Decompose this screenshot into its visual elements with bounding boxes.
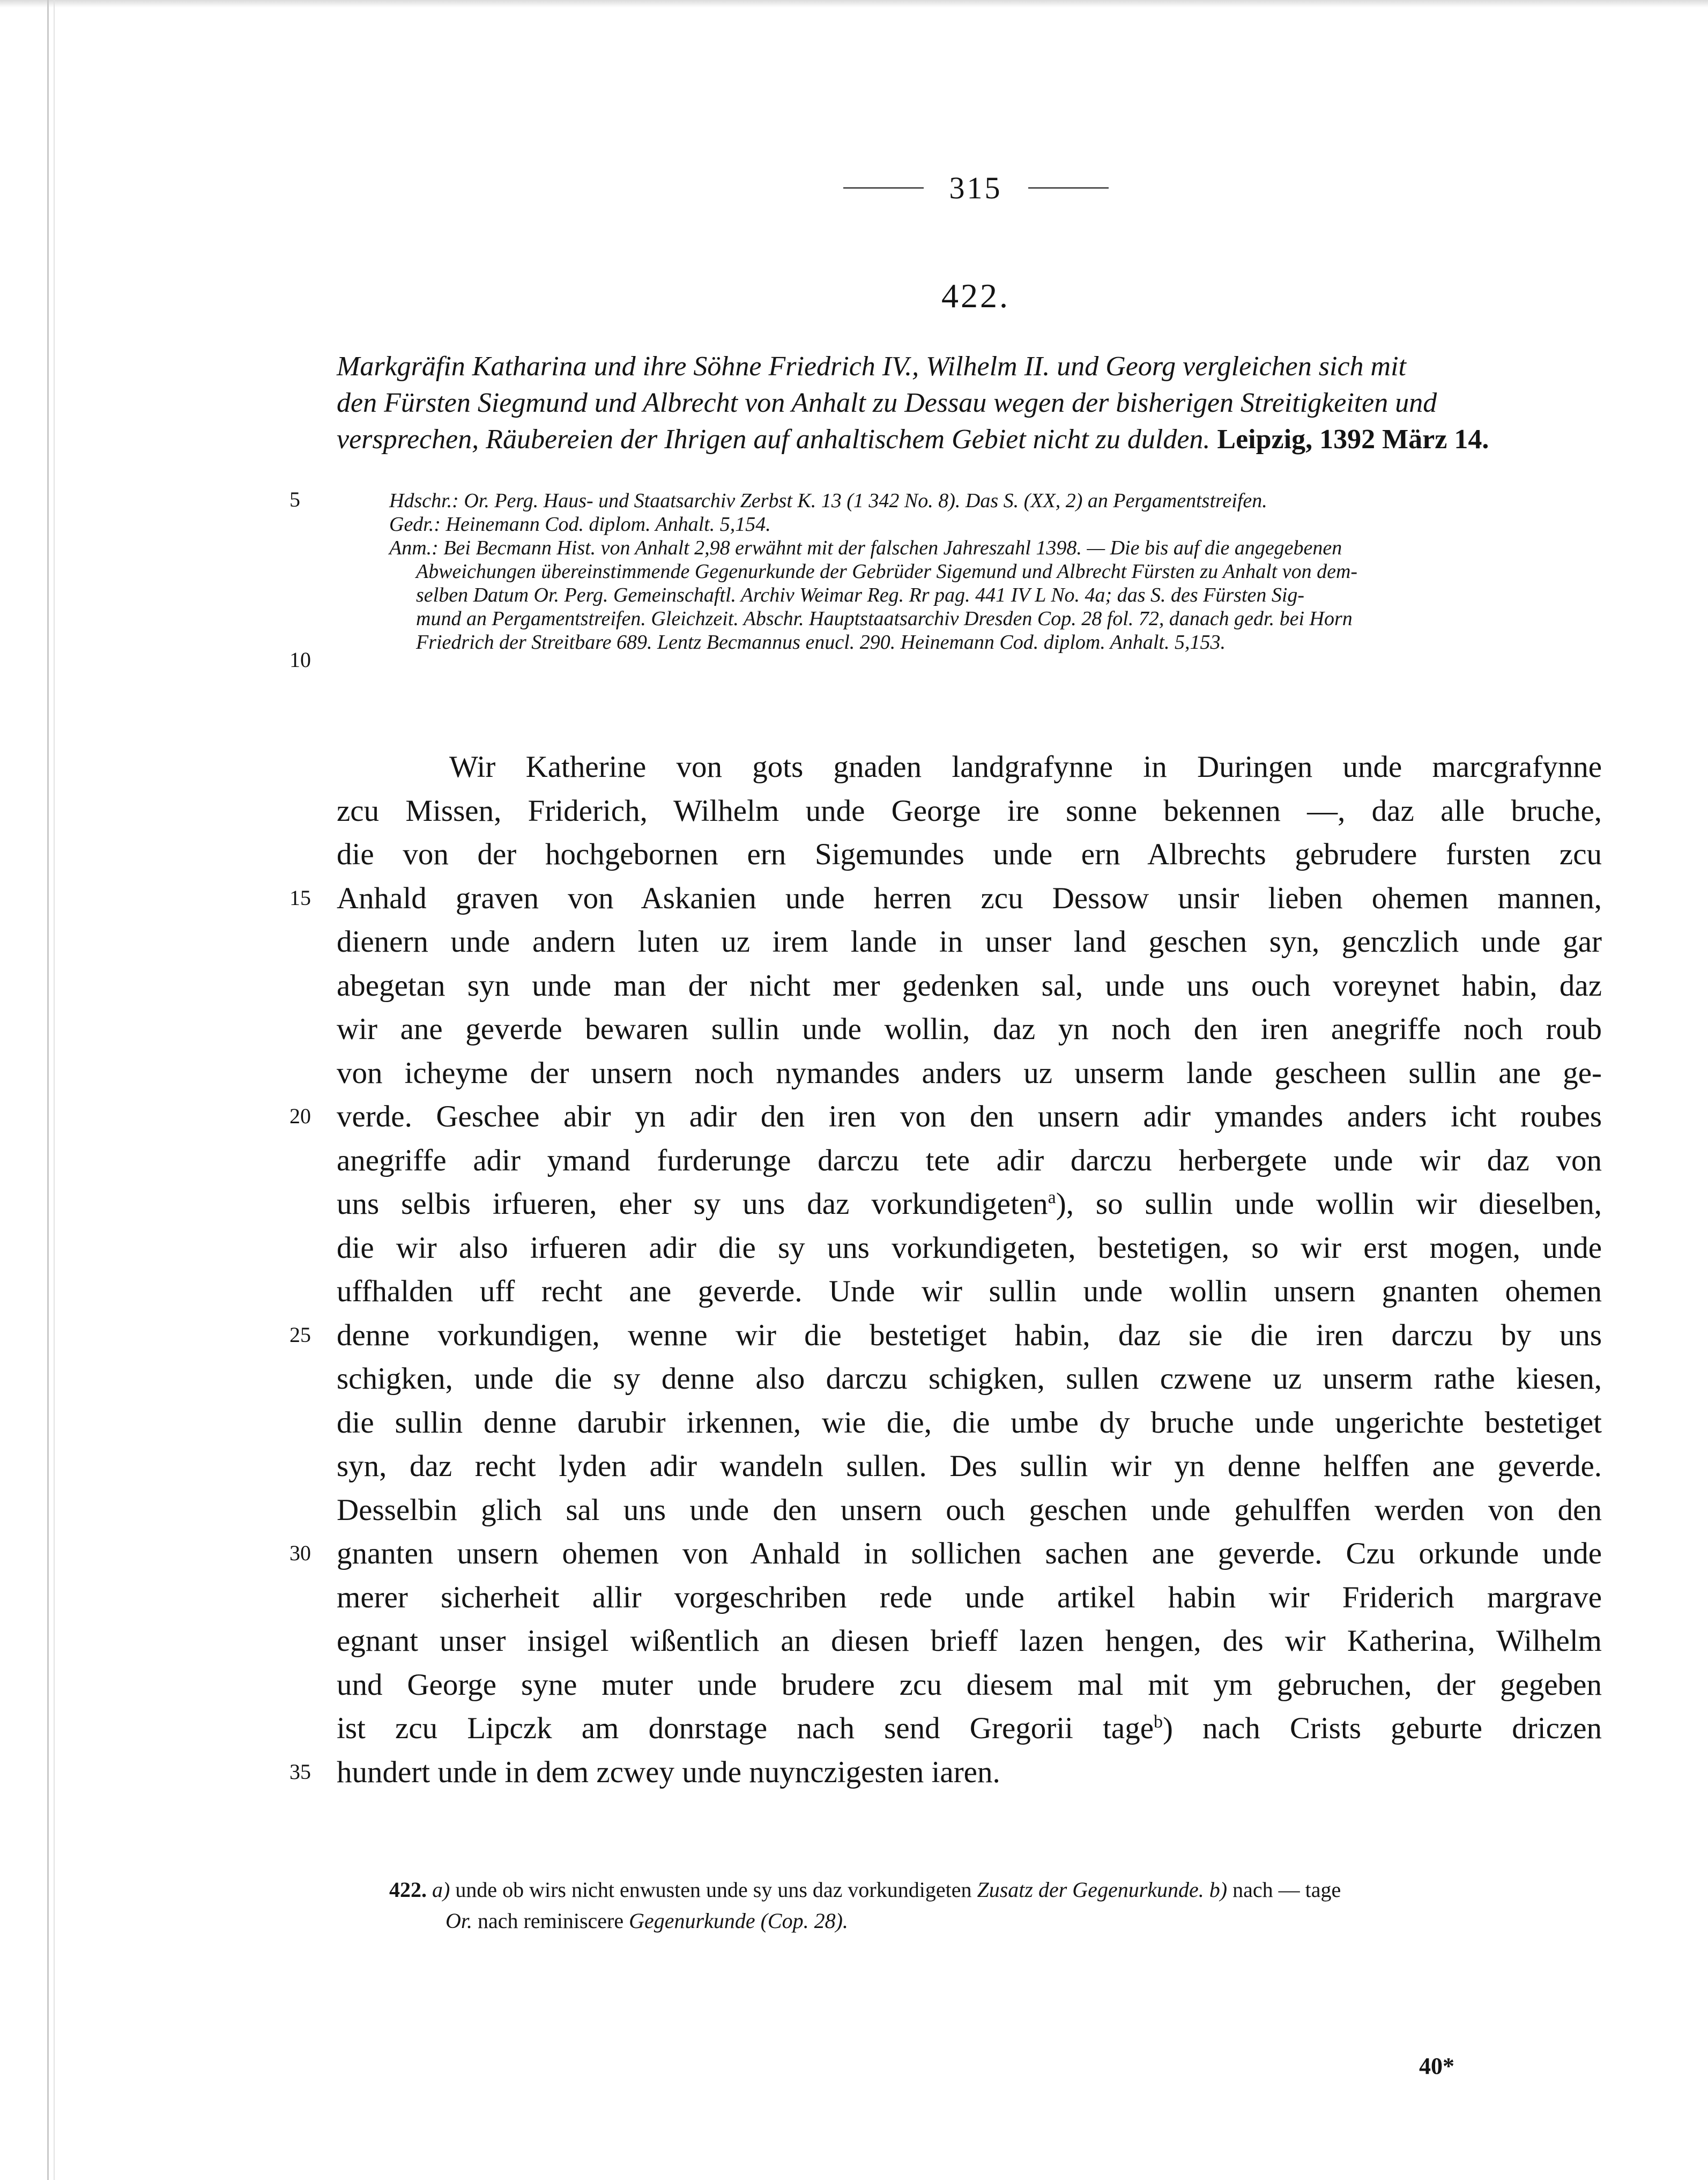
- footnote-line: [389, 1874, 1602, 1905]
- footnote-label-b: b): [1209, 1878, 1228, 1902]
- text-line: Desselbin glich sal uns unde den unsern ouch geschen unde gehulffen werden von den: [337, 1493, 1602, 1527]
- text-line: abegetan syn unde man der nicht mer gedenken sal, unde uns ouch voreynet habin, daz: [337, 968, 1602, 1003]
- regest-line: Markgräfin Katharina und ihre Söhne Friedrich IV., Wilhelm II. und Georg vergleichen sich mit: [337, 351, 1406, 382]
- running-head: [826, 166, 1126, 209]
- apparatus-line: selben Datum Or. Perg. Gemeinschaftl. Archiv Weimar Reg. Rr pag. 441 IV L No. 4a; das S. des Fürsten Sig-: [416, 584, 1305, 606]
- line-number: 5: [289, 487, 300, 511]
- footnote-marker-b: b: [1154, 1712, 1163, 1732]
- line-number: 10: [289, 648, 311, 672]
- footnote-marker-a: a: [1048, 1188, 1056, 1207]
- text-line-rest: ), so sullin unde wollin wir dieselben,: [1056, 1187, 1602, 1221]
- regest: [337, 348, 1602, 458]
- footnotes: [389, 1874, 1602, 1937]
- page-binding-edge: [47, 0, 49, 2180]
- document-number: 422.: [941, 277, 1010, 315]
- page-top-edge: [0, 0, 1708, 8]
- text-line: syn, daz recht lyden adir wandeln sullen. Des sullin wir yn denne helffen ane geverde.: [337, 1449, 1602, 1483]
- line-number: 30: [289, 1541, 311, 1565]
- footnote-b-note: Gegenurkunde (Cop. 28).: [629, 1909, 848, 1933]
- text-line: anegriffe adir ymand furderunge darczu tete adir darczu herbergete unde wir daz von: [337, 1143, 1602, 1177]
- page-binding-edge-inner: [54, 0, 55, 2180]
- text-line: die von der hochgebornen ern Sigemundes unde ern Albrechts gebrudere fursten zcu: [337, 837, 1602, 871]
- text-line: verde. Geschee abir yn adir den iren von den unsern adir ymandes anders icht roubes: [337, 1100, 1602, 1133]
- text-line: die wir also irfueren adir die sy uns vorkundigeten, bestetigen, so wir erst mogen, unde: [337, 1230, 1602, 1265]
- text-line: merer sicherheit allir vorgeschriben rede unde artikel habin wir Friderich margrave: [337, 1580, 1602, 1614]
- apparatus-line: Anm.: Bei Becmann Hist. von Anhalt 2,98 erwähnt mit der falschen Jahreszahl 1398. — Die bis auf die angegebenen: [389, 537, 1342, 559]
- apparatus-line: mund an Pergamentstreifen. Gleichzeit. Abschr. Hauptstaatsarchiv Dresden Cop. 28 fol. 72, danach gedr. bei Horn: [416, 607, 1353, 630]
- text-line: die sullin denne darubir irkennen, wie die, die umbe dy bruche unde ungerichte bestetiget: [337, 1405, 1602, 1440]
- text-line: dienern unde andern luten uz irem lande in unser land geschen syn, genczlich unde gar: [337, 925, 1602, 959]
- footnote-label-a: a): [432, 1878, 450, 1902]
- line-number: 35: [289, 1760, 311, 1784]
- running-head-rule-right: [1028, 187, 1109, 189]
- charter-text: [337, 745, 1602, 1794]
- apparatus-line: Friedrich der Streitbare 689. Lentz Becmannus enucl. 290. Heinemann Cod. diplom. Anhalt. 5,153.: [416, 631, 1226, 654]
- apparatus-line: Hdschr.: Or. Perg. Haus- und Staatsarchiv Zerbst K. 13 (1 342 No. 8). Das S. (XX, 2) an Pergamentstreifen.: [389, 490, 1267, 512]
- footnote-b-text2: nach reminiscere: [478, 1909, 624, 1933]
- text-line: von icheyme der unsern noch nymandes anders uz unserm lande gescheen sullin ane ge-: [337, 1056, 1602, 1090]
- text-line: uns selbis irfueren, eher sy uns daz vorkundigeten: [337, 1187, 1048, 1221]
- running-head-rule-left: [843, 187, 924, 189]
- text-line: zcu Missen, Friderich, Wilhelm unde George ire sonne bekennen —, daz alle bruche,: [337, 794, 1602, 828]
- text-line: ist zcu Lipczk am donrstage nach send Gregorii tage: [337, 1711, 1154, 1745]
- text-line: hundert unde in dem zcwey unde nuynczigesten iaren.: [337, 1755, 1000, 1789]
- footnote-document-number: 422.: [389, 1878, 427, 1902]
- regest-date: Leipzig, 1392 März 14.: [1217, 424, 1489, 455]
- line-number: 15: [289, 886, 311, 910]
- text-line-rest: ) nach Crists geburte driczen: [1163, 1711, 1602, 1745]
- footnote-b-text: nach — tage: [1232, 1878, 1341, 1902]
- text-line: wir ane geverde bewaren sullin unde wollin, daz yn noch den iren anegriffe noch roub: [337, 1012, 1602, 1046]
- text-line-with-note-a: [337, 1182, 1602, 1226]
- line-number: 25: [289, 1323, 311, 1347]
- footnote-line: [389, 1905, 1602, 1937]
- regest-line-last: [337, 421, 1602, 458]
- text-line: Wir Katherine von gots gnaden landgrafynne in Duringen unde marcgrafynne: [449, 750, 1602, 784]
- sheet-signature: 40*: [1419, 2053, 1454, 2079]
- apparatus-line: Gedr.: Heinemann Cod. diplom. Anhalt. 5,154.: [389, 513, 771, 536]
- page-number: 315: [949, 170, 1002, 205]
- text-line: uffhalden uff recht ane geverde. Unde wir sullin unde wollin unsern gnanten ohemen: [337, 1274, 1602, 1308]
- text-line: egnant unser insigel wißentlich an diesen brieff lazen hengen, des wir Katherina, Wilhelm: [337, 1624, 1602, 1658]
- footnote-b-source: Or.: [445, 1909, 473, 1933]
- text-line-with-note-b: [337, 1707, 1602, 1751]
- footnote-a-text: unde ob wirs nicht enwusten unde sy uns daz vorkundigeten: [455, 1878, 972, 1902]
- text-line: Anhald graven von Askanien unde herren zcu Dessow unsir lieben ohemen mannen,: [337, 881, 1602, 915]
- regest-line: versprechen, Räubereien der Ihrigen auf anhaltischem Gebiet nicht zu dulden.: [337, 424, 1211, 455]
- line-number: 20: [289, 1104, 311, 1128]
- footnote-a-note: Zusatz der Gegenurkunde.: [977, 1878, 1204, 1902]
- critical-apparatus: [389, 489, 1602, 654]
- apparatus-line: Abweichungen übereinstimmende Gegenurkunde der Gebrüder Sigemund und Albrecht Fürsten zu Anhalt von dem-: [416, 560, 1358, 583]
- text-line: denne vorkundigen, wenne wir die bestetiget habin, daz sie die iren darczu by uns: [337, 1318, 1602, 1352]
- regest-line: den Fürsten Siegmund und Albrecht von Anhalt zu Dessau wegen der bisherigen Streitigkeiten und: [337, 388, 1437, 418]
- text-line: gnanten unsern ohemen von Anhald in sollichen sachen ane geverde. Czu orkunde unde: [337, 1537, 1602, 1570]
- text-line: und George syne muter unde brudere zcu diesem mal mit ym gebruchen, der gegeben: [337, 1667, 1602, 1702]
- text-line: schigken, unde die sy denne also darczu schigken, sullen czwene uz unserm rathe kiesen,: [337, 1362, 1602, 1396]
